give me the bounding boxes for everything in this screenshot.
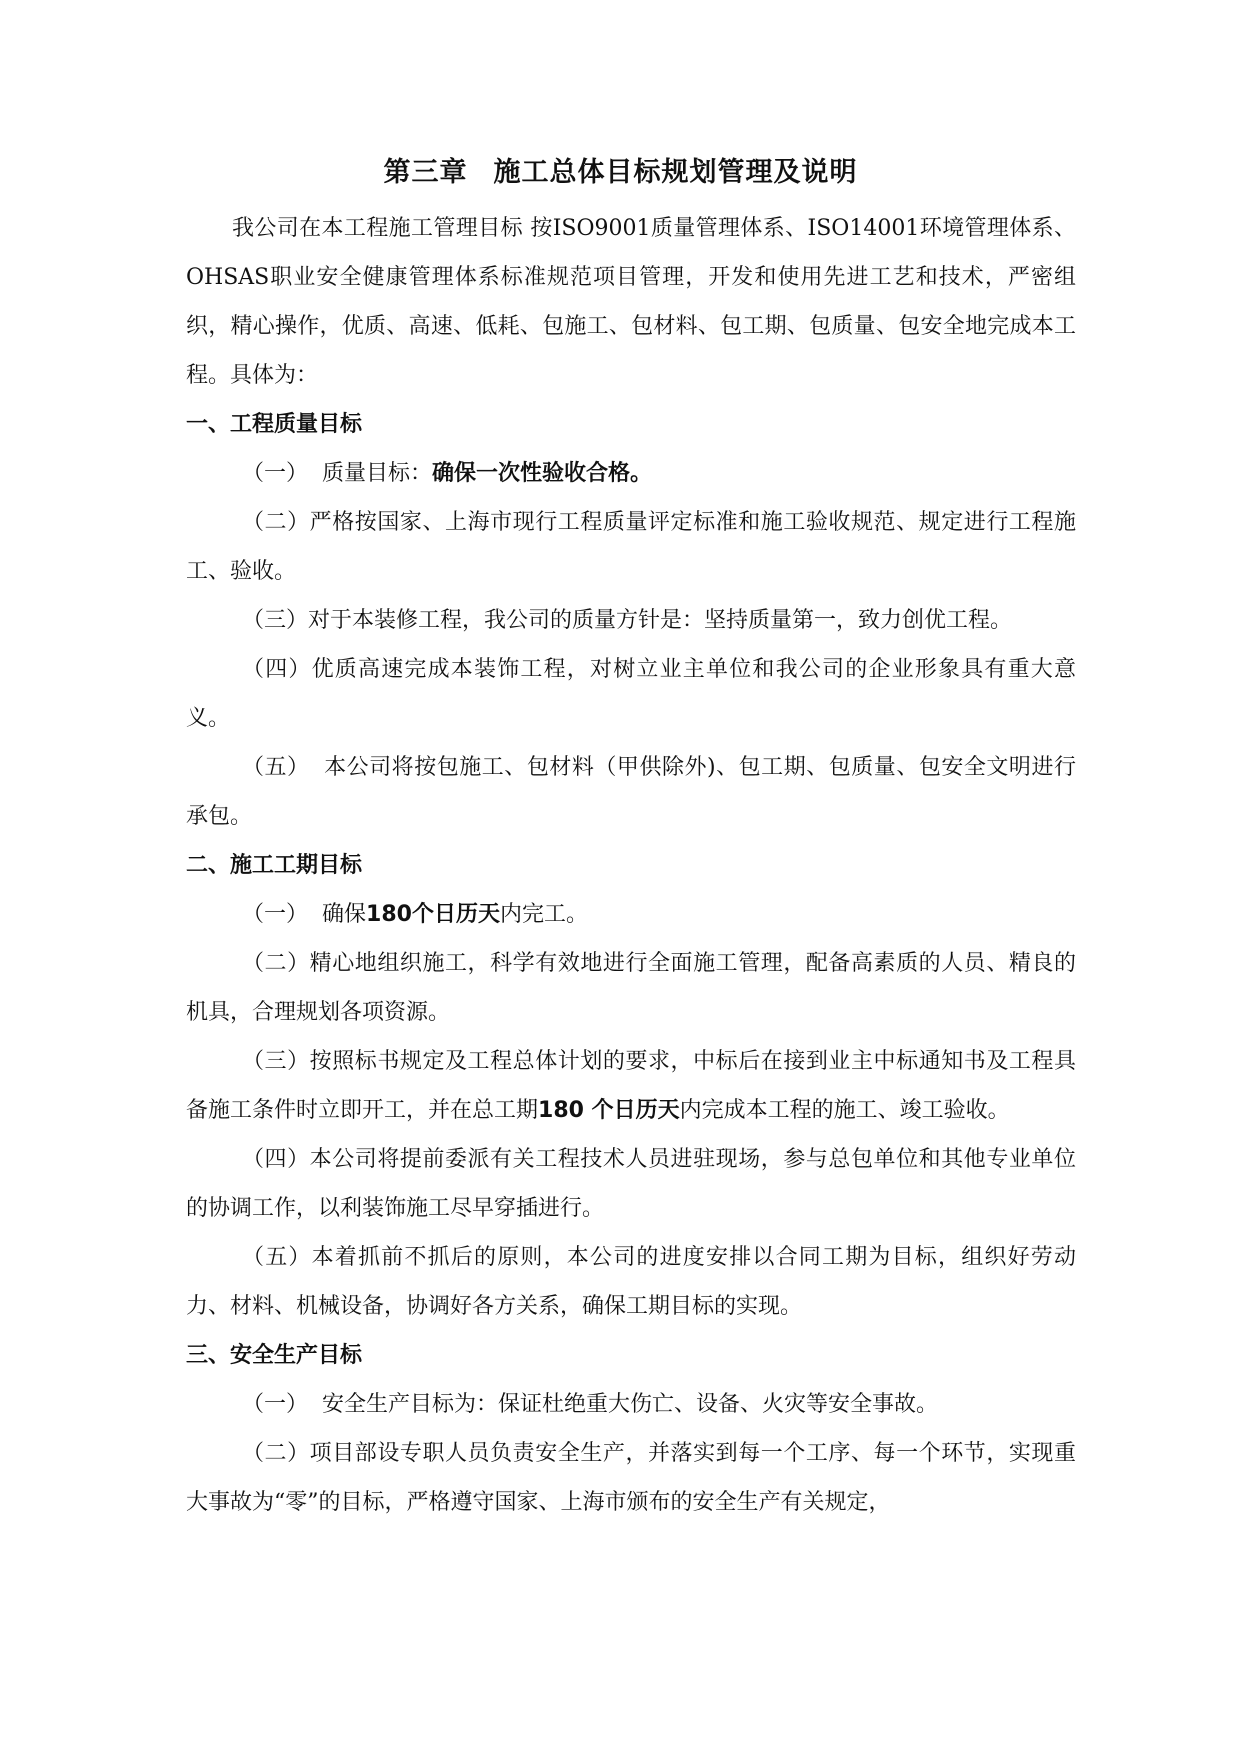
quality-item-2: （二）严格按国家、上海市现行工程质量评定标准和施工验收规范、规定进行工程施工、验收。 <box>186 510 1076 584</box>
quality-item-4: （四）优质高速完成本装饰工程，对树立业主单位和我公司的企业形象具有重大意义。 <box>186 657 1076 731</box>
schedule-item-3 <box>186 1037 1076 1135</box>
section-heading-quality: 一、工程质量目标 <box>186 412 363 437</box>
item-prefix: （一） <box>242 461 309 486</box>
item-text: 内完成本工程的施工、竣工验收。 <box>679 1098 1010 1123</box>
schedule-item-1 <box>186 890 1076 939</box>
page-title <box>0 150 1241 189</box>
document-body <box>186 204 1076 1527</box>
item-text: 内完工。 <box>499 902 588 927</box>
chapter-number: 第三章 <box>383 157 468 188</box>
duration-emphasis: 180 个日历天 <box>538 1098 680 1123</box>
item-label: 质量目标： <box>322 461 433 486</box>
quality-item-5 <box>186 743 1076 841</box>
item-text: 本公司将按包施工、包材料（甲供除外)、包工期、包质量、包安全文明进行承包。 <box>186 755 1076 829</box>
safety-item-1 <box>186 1380 1076 1429</box>
chapter-title: 施工总体目标规划管理及说明 <box>493 157 858 188</box>
item-text: 安全生产目标为：保证杜绝重大伤亡、设备、火灾等安全事故。 <box>322 1392 939 1417</box>
section-heading-schedule: 二、施工工期目标 <box>186 853 363 878</box>
intro-paragraph: 我公司在本工程施工管理目标 按ISO9001质量管理体系、ISO14001环境管理体系、OHSAS职业安全健康管理体系标准规范项目管理，开发和使用先进工艺和技术，严密组织，精心操作，优质、高速、低耗、包施工、包材料、包工期、包质量、包安全地完成本工程。具体为： <box>186 216 1076 388</box>
schedule-item-5: （五）本着抓前不抓后的原则，本公司的进度安排以合同工期为目标，组织好劳动力、材料、机械设备，协调好各方关系，确保工期目标的实现。 <box>186 1245 1076 1319</box>
schedule-item-4: （四）本公司将提前委派有关工程技术人员进驻现场，参与总包单位和其他专业单位的协调工作，以利装饰施工尽早穿插进行。 <box>186 1147 1076 1221</box>
item-prefix: （一） <box>242 1392 309 1417</box>
quality-target-emphasis: 确保一次性验收合格。 <box>432 461 653 486</box>
section-heading-safety: 三、安全生产目标 <box>186 1343 363 1368</box>
item-prefix: （五） <box>242 755 310 780</box>
schedule-item-2: （二）精心地组织施工，科学有效地进行全面施工管理，配备高素质的人员、精良的机具，合理规划各项资源。 <box>186 951 1076 1025</box>
duration-emphasis: 180个日历天 <box>366 902 500 927</box>
item-text: 确保 <box>322 902 367 927</box>
safety-item-2: （二）项目部设专职人员负责安全生产，并落实到每一个工序、每一个环节，实现重大事故为“零”的目标，严格遵守国家、上海市颁布的安全生产有关规定， <box>186 1441 1076 1515</box>
quality-item-3: （三）对于本装修工程，我公司的质量方针是：坚持质量第一，致力创优工程。 <box>242 608 1013 633</box>
item-prefix: （一） <box>242 902 309 927</box>
quality-item-1 <box>186 449 1076 498</box>
item-text: （三）按照标书规定及工程总体计划的要求，中标后在接到业主中标通知书及工程具备施工条件时立即开工，并在总工期 <box>186 1049 1076 1123</box>
